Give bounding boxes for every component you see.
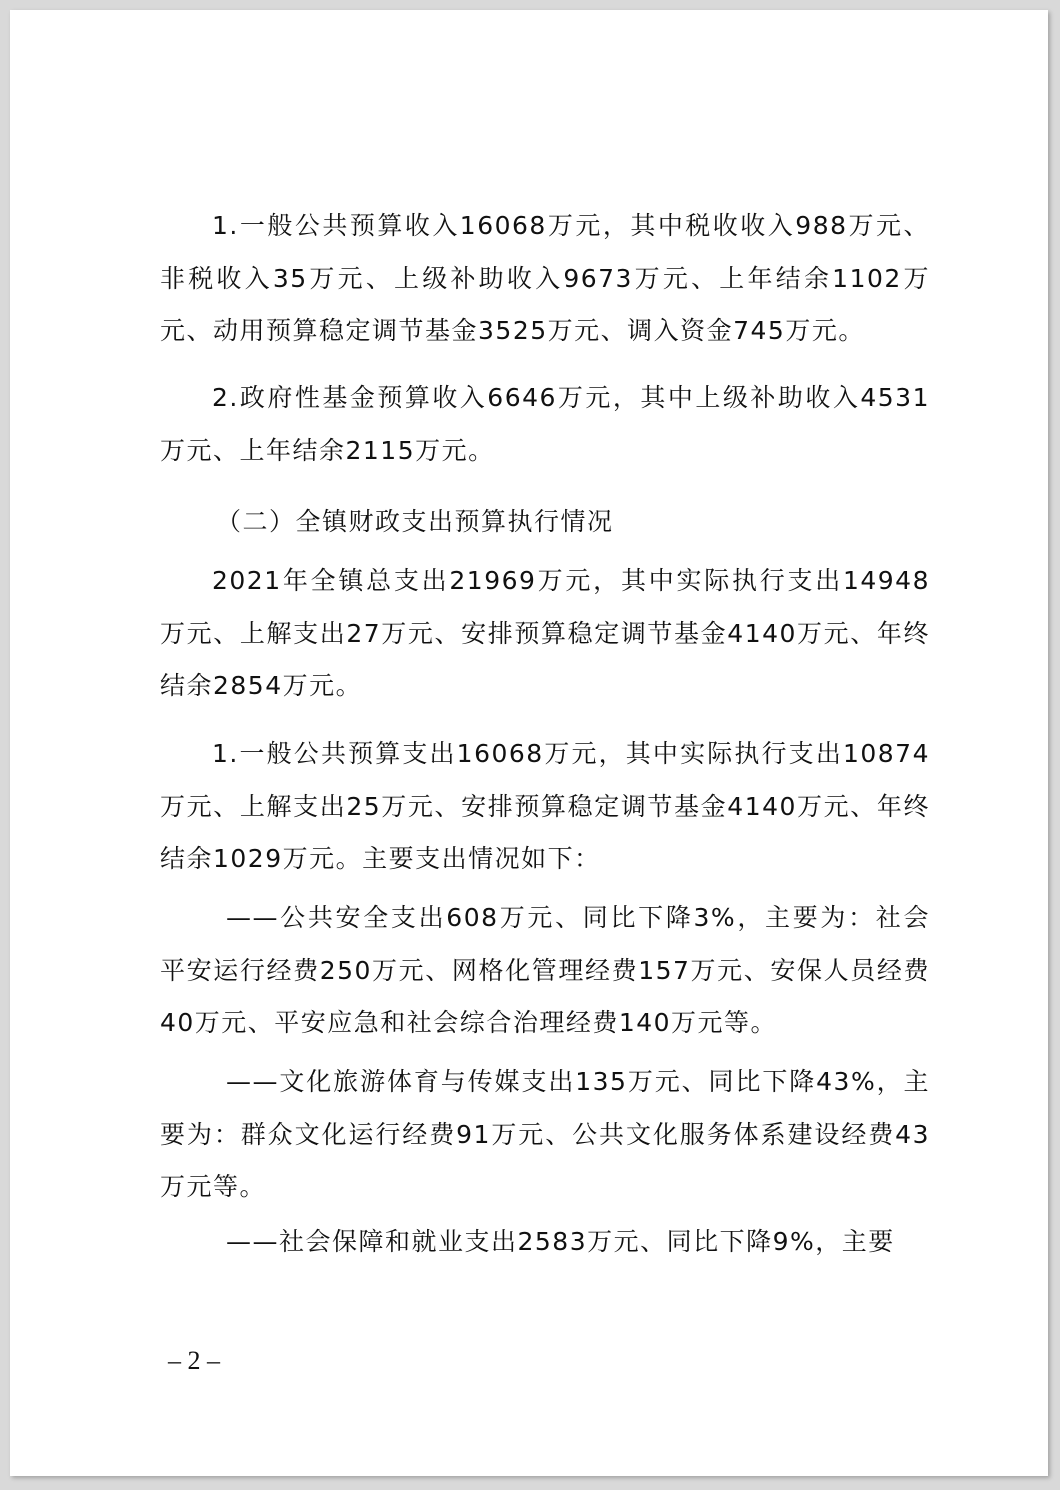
paragraph-fund-budget-revenue: 2.政府性基金预算收入6646万元，其中上级补助收入4531万元、上年结余2115万元。 bbox=[160, 383, 930, 465]
paragraph-culture-tourism: ——文化旅游体育与传媒支出135万元、同比下降43%，主要为：群众文化运行经费91万元、公共文化服务体系建设经费43万元等。 bbox=[160, 1067, 930, 1201]
document-page bbox=[10, 10, 1048, 1476]
paragraph-general-budget-revenue: 1.一般公共预算收入16068万元，其中税收收入988万元、非税收入35万元、上级补助收入9673万元、上年结余1102万元、动用预算稳定调节基金3525万元、调入资金745万元。 bbox=[160, 211, 930, 345]
paragraph-public-security: ——公共安全支出608万元、同比下降3%，主要为：社会平安运行经费250万元、网格化管理经费157万元、安保人员经费40万元、平安应急和社会综合治理经费140万元等。 bbox=[160, 903, 930, 1037]
page-number: – 2 – bbox=[168, 1346, 220, 1375]
paragraph-social-security: ——社会保障和就业支出2583万元、同比下降9%，主要 bbox=[226, 1227, 895, 1256]
paragraph-total-expenditure: 2021年全镇总支出21969万元，其中实际执行支出14948万元、上解支出27万元、安排预算稳定调节基金4140万元、年终结余2854万元。 bbox=[160, 566, 930, 700]
paragraph-general-budget-expenditure: 1.一般公共预算支出16068万元，其中实际执行支出10874万元、上解支出25万元、安排预算稳定调节基金4140万元、年终结余1029万元。主要支出情况如下： bbox=[160, 739, 930, 873]
section-heading-expenditure: （二）全镇财政支出预算执行情况 bbox=[216, 507, 614, 536]
